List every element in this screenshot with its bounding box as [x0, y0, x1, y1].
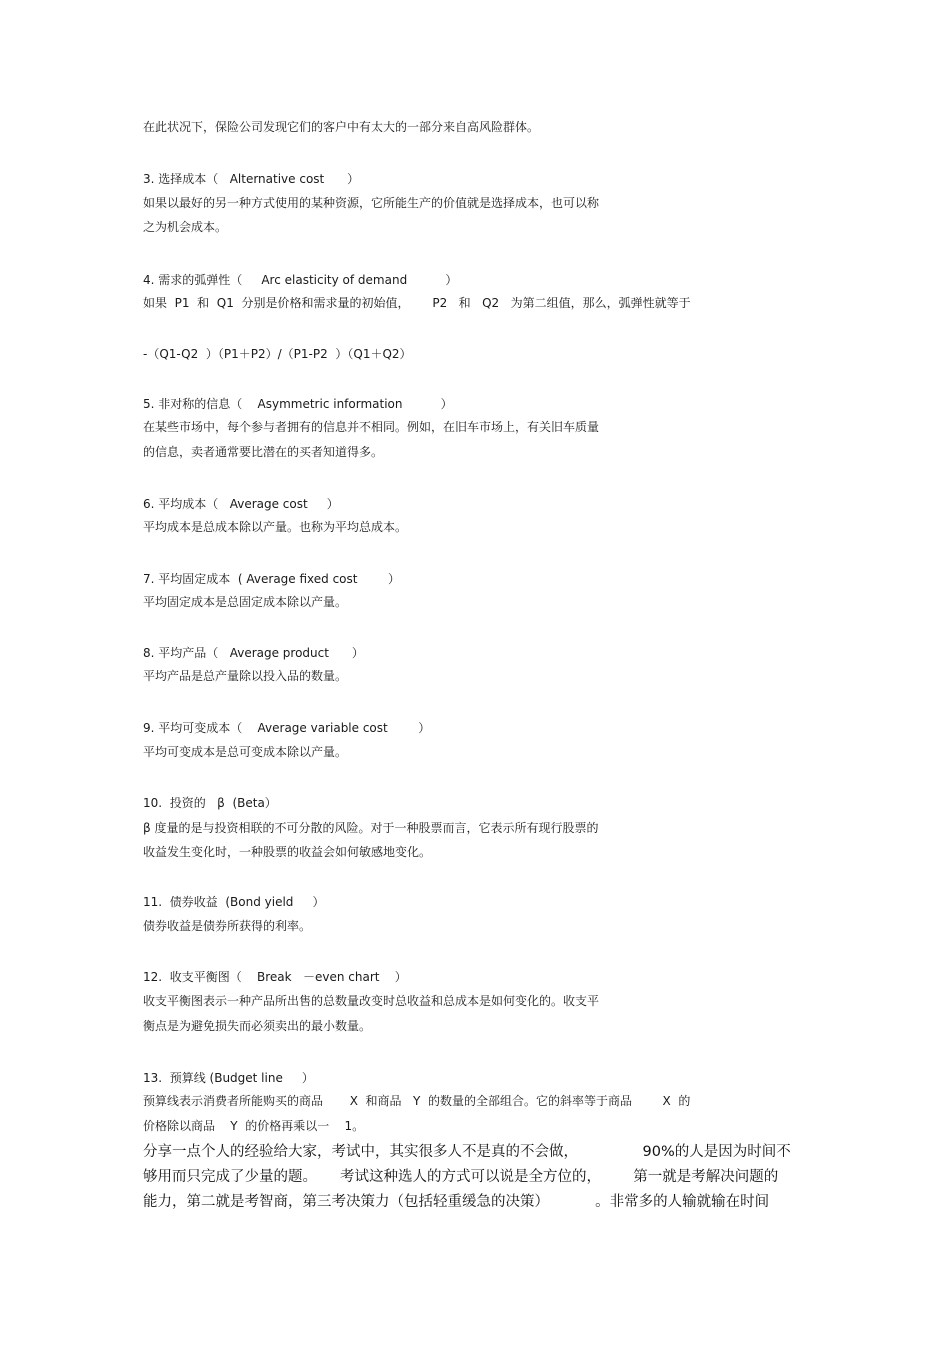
term-definition: 衡点是为避免损失而必须卖出的最小数量。	[143, 1019, 372, 1033]
term-definition: 平均产品是总产量除以投入品的数量。	[143, 669, 348, 683]
term-definition: 收支平衡图表示一种产品所出售的总数量改变时总收益和总成本是如何变化的。收支平	[143, 994, 600, 1008]
text-line: 在此状况下，保险公司发现它们的客户中有太大的一部分来自高风险群体。	[143, 120, 540, 134]
term-definition: 预算线表示消费者所能购买的商品 X 和商品 Y 的数量的全部组合。它的斜率等于商品 X 的	[143, 1094, 691, 1108]
closing-paragraph-line: 能力，第二就是考智商，第三考决策力（包括轻重缓急的决策） 。非常多的人输就输在时间	[143, 1194, 770, 1210]
term-definition: 平均固定成本是总固定成本除以产量。	[143, 595, 348, 609]
term-heading: 12. 收支平衡图（ Break －even chart ）	[143, 970, 407, 984]
term-definition: 在某些市场中，每个参与者拥有的信息并不相同。例如，在旧车市场上，有关旧车质量	[143, 420, 600, 434]
term-definition: 价格除以商品 Y 的价格再乘以一 1。	[143, 1119, 365, 1133]
term-definition: 如果 P1 和 Q1 分别是价格和需求量的初始值， P2 和 Q2 为第二组值，那么，弧弹性就等于	[143, 296, 691, 310]
term-heading: 4. 需求的弧弹性（ Arc elasticity of demand ）	[143, 273, 458, 287]
term-heading: 7. 平均固定成本 ( Average fixed cost ）	[143, 572, 400, 586]
term-heading: 10. 投资的 β (Beta）	[143, 796, 277, 810]
term-heading: 9. 平均可变成本（ Average variable cost ）	[143, 721, 431, 735]
term-definition: 平均成本是总成本除以产量。也称为平均总成本。	[143, 520, 408, 534]
term-definition: 收益发生变化时，一种股票的收益会如何敏感地变化。	[143, 845, 432, 859]
term-definition: 之为机会成本。	[143, 220, 228, 234]
term-heading: 6. 平均成本（ Average cost ）	[143, 497, 339, 511]
term-definition: 如果以最好的另一种方式使用的某种资源，它所能生产的价值就是选择成本，也可以称	[143, 196, 600, 210]
formula: -（Q1-Q2 ）（P1＋P2）/（P1-P2 ）（Q1＋Q2）	[143, 347, 412, 361]
term-heading: 5. 非对称的信息（ Asymmetric information ）	[143, 397, 453, 411]
term-heading: 13. 预算线 (Budget line ）	[143, 1071, 314, 1085]
term-definition: 的信息，卖者通常要比潜在的买者知道得多。	[143, 445, 384, 459]
term-definition: β 度量的是与投资相联的不可分散的风险。对于一种股票而言，它表示所有现行股票的	[143, 821, 599, 835]
term-heading: 3. 选择成本（ Alternative cost ）	[143, 172, 360, 186]
term-heading: 11. 债券收益 (Bond yield ）	[143, 895, 325, 909]
term-definition: 债券收益是债券所获得的利率。	[143, 919, 312, 933]
term-heading: 8. 平均产品（ Average product ）	[143, 646, 364, 660]
term-definition: 平均可变成本是总可变成本除以产量。	[143, 745, 348, 759]
closing-paragraph-line: 分享一点个人的经验给大家，考试中，其实很多人不是真的不会做， 90%的人是因为时间不	[143, 1144, 791, 1160]
closing-paragraph-line: 够用而只完成了少量的题。 考试这种选人的方式可以说是全方位的， 第一就是考解决问题的	[143, 1169, 779, 1185]
